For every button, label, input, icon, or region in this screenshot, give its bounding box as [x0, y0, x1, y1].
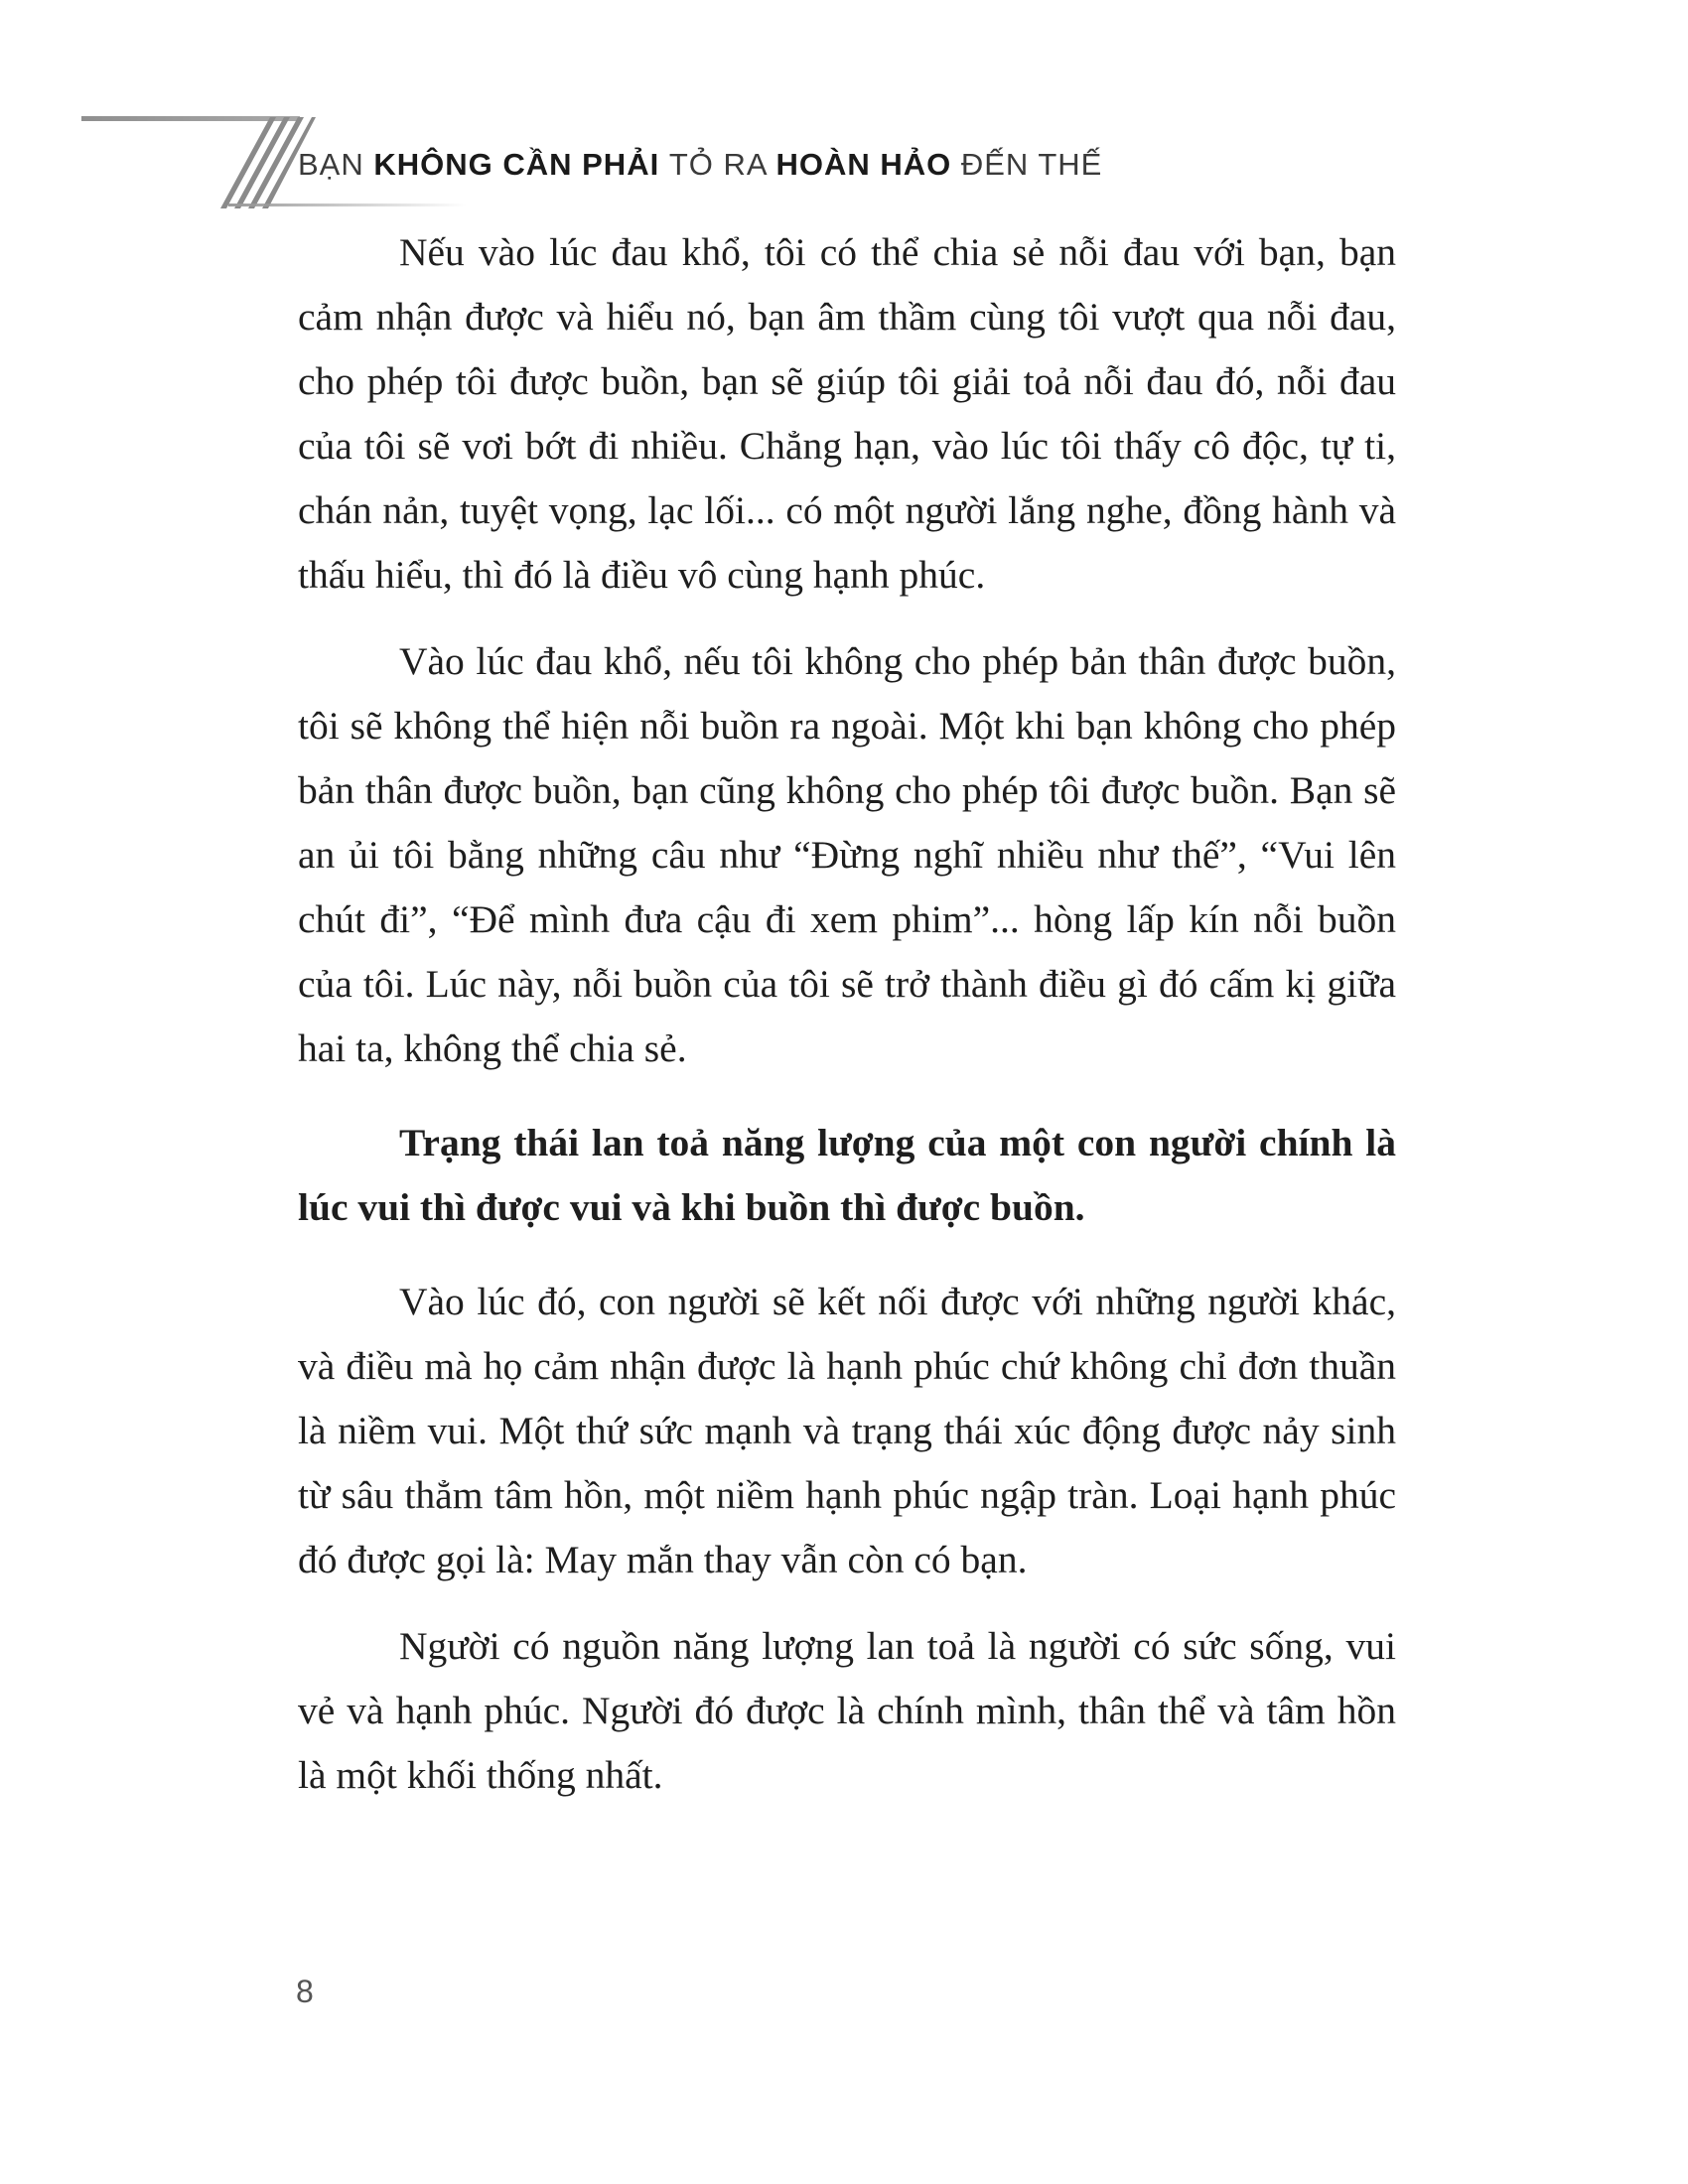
header-title-part: HOÀN HẢO [775, 147, 961, 182]
header-title-part: ĐẾN THẾ [960, 147, 1103, 182]
page-number: 8 [296, 1974, 314, 2009]
paragraph: Vào lúc đó, con người sẽ kết nối được với những người khác, và điều mà họ cảm nhận được là hạnh phúc chứ không chỉ đơn thuần là niềm vui. Một thứ sức mạnh và trạng thái xúc động được nảy sinh từ sâu thẳm tâm hồn, một niềm hạnh phúc ngập tràn. Loại hạnh phúc đó được gọi là: May mắn thay vẫn còn có bạn. [298, 1280, 1396, 1581]
running-header-title [298, 149, 1102, 180]
header-title-part: BẠN [298, 147, 374, 182]
paragraph: Nếu vào lúc đau khổ, tôi có thể chia sẻ nỗi đau với bạn, bạn cảm nhận được và hiểu nó, bạn âm thầm cùng tôi vượt qua nỗi đau, cho phép tôi được buồn, bạn sẽ giúp tôi giải toả nỗi đau đó, nỗi đau của tôi sẽ vơi bớt đi nhiều. Chẳng hạn, vào lúc tôi thấy cô độc, tự ti, chán nản, tuyệt vọng, lạc lối... có một người lắng nghe, đồng hành và thấu hiểu, thì đó là điều vô cùng hạnh phúc. [298, 230, 1396, 597]
paragraph: Vào lúc đau khổ, nếu tôi không cho phép bản thân được buồn, tôi sẽ không thể hiện nỗi buồn ra ngoài. Một khi bạn không cho phép bản thân được buồn, bạn cũng không cho phép tôi được buồn. Bạn sẽ an ủi tôi bằng những câu như “Đừng nghĩ nhiều như thế”, “Vui lên chút đi”, “Để mình đưa cậu đi xem phim”... hòng lấp kín nỗi buồn của tôi. Lúc này, nỗi buồn của tôi sẽ trở thành điều gì đó cấm kị giữa hai ta, không thể chia sẻ. [298, 639, 1396, 1070]
body-text [298, 220, 1396, 1830]
header-title-part: KHÔNG CẦN PHẢI [373, 147, 669, 182]
paragraph: Người có nguồn năng lượng lan toả là người có sức sống, vui vẻ và hạnh phúc. Người đó được là chính mình, thân thể và tâm hồn là một khối thống nhất. [298, 1624, 1396, 1797]
running-header [0, 0, 1688, 228]
emphasis-paragraph: Trạng thái lan toả năng lượng của một con người chính là lúc vui thì được vui và khi buồn thì được buồn. [298, 1121, 1396, 1229]
header-bottom-rule [228, 204, 467, 206]
header-title-part: TỎ RA [668, 147, 776, 182]
